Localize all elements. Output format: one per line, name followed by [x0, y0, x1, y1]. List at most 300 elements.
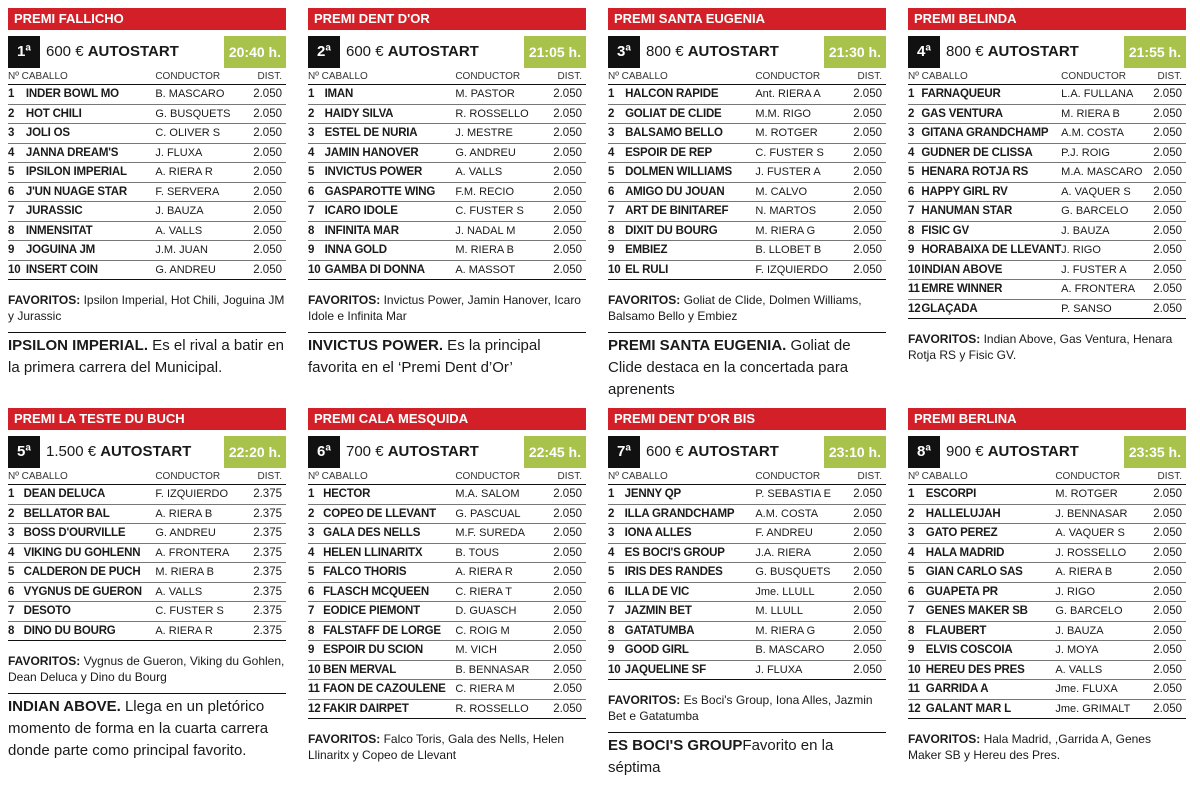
distance: 2.050 [846, 621, 886, 641]
horse-name: GIAN CARLO SAS [926, 563, 1056, 583]
col-driver-header: CONDUCTOR [155, 468, 246, 485]
col-driver-header: CONDUCTOR [155, 68, 246, 85]
table-row [608, 504, 886, 524]
table-row [608, 524, 886, 544]
race-prize [946, 36, 1079, 68]
table-row [608, 602, 886, 622]
runner-number: 3 [908, 524, 926, 544]
table-row [308, 124, 586, 144]
table-row [908, 485, 1186, 505]
favorites [308, 731, 586, 763]
driver-name: J. FUSTER A [755, 163, 845, 183]
driver-name: C. FUSTER S [755, 143, 845, 163]
distance: 2.050 [546, 182, 586, 202]
table-row [908, 563, 1186, 583]
runner-number: 2 [8, 104, 26, 124]
distance: 2.050 [846, 543, 886, 563]
prize-amount: 1.500 € [46, 443, 101, 460]
favorites-label: FAVORITOS: [608, 693, 684, 707]
horse-name: ILLA DE VIC [625, 582, 756, 602]
distance: 2.050 [846, 641, 886, 661]
distance: 2.050 [546, 104, 586, 124]
table-row [908, 143, 1186, 163]
driver-name: M. VICH [455, 641, 546, 661]
race-name: PREMI BERLINA [908, 408, 1186, 430]
table-row [308, 680, 586, 700]
favorites-label: FAVORITOS: [908, 332, 984, 346]
horse-name: JAZMIN BET [625, 602, 756, 622]
horse-name: GATO PEREZ [926, 524, 1056, 544]
favorites-text: Ipsilon Imperial, Hot Chili, Joguina JM y Jurassic [8, 293, 285, 323]
horse-name: ICARO IDOLE [325, 202, 456, 222]
table-row [8, 85, 286, 105]
distance: 2.050 [246, 143, 286, 163]
horse-name: HEREU DES PRES [926, 660, 1056, 680]
table-row [608, 182, 886, 202]
table-row [308, 524, 586, 544]
runner-number: 4 [308, 543, 323, 563]
driver-name: B. MASCARO [755, 641, 846, 661]
favorites-text: Invictus Power, Jamin Hanover, Icaro Idole e Infinita Mar [308, 293, 581, 323]
distance: 2.050 [1150, 280, 1186, 300]
runner-number: 5 [608, 563, 625, 583]
race-info [308, 36, 586, 68]
runner-number: 10 [608, 260, 625, 280]
distance: 2.050 [1150, 124, 1186, 144]
prize-amount: 800 € [946, 43, 988, 60]
favorites-label: FAVORITOS: [308, 732, 384, 746]
runner-number: 8 [908, 621, 926, 641]
distance: 2.050 [1150, 143, 1186, 163]
prize-amount: 600 € [646, 443, 688, 460]
table-row [308, 241, 586, 261]
horse-name: HELEN LLINARITX [323, 543, 455, 563]
distance: 2.050 [546, 582, 586, 602]
runner-number: 3 [8, 124, 26, 144]
driver-name: B. BENNASAR [455, 660, 546, 680]
driver-name: L.A. FULLANA [1061, 85, 1150, 105]
driver-name: A. VALLS [455, 163, 545, 183]
runner-number: 7 [908, 202, 921, 222]
table-row [8, 182, 286, 202]
distance: 2.050 [246, 260, 286, 280]
distance: 2.050 [845, 260, 886, 280]
race-card [608, 8, 886, 401]
driver-name: G. ANDREU [155, 524, 246, 544]
driver-name: A. RIERA B [155, 504, 246, 524]
col-horse-header: Nº CABALLO [8, 68, 155, 85]
col-driver-header: CONDUCTOR [1061, 68, 1150, 85]
distance: 2.050 [1146, 621, 1186, 641]
race-time: 21:55 h. [1124, 36, 1186, 68]
driver-name: F. IZQUIERDO [155, 485, 246, 505]
table-row [608, 582, 886, 602]
table-row [908, 602, 1186, 622]
table-row [908, 524, 1186, 544]
driver-name: C. FUSTER S [155, 602, 246, 622]
distance: 2.050 [1146, 504, 1186, 524]
horse-name: GUAPETA PR [926, 582, 1056, 602]
distance: 2.375 [246, 602, 286, 622]
table-row [8, 602, 286, 622]
horse-name: GAMBA DI DONNA [325, 260, 456, 280]
distance: 2.050 [546, 485, 586, 505]
favorites [8, 653, 286, 685]
runner-number: 8 [908, 221, 921, 241]
horse-name: GALA DES NELLS [323, 524, 455, 544]
horse-name: HALLELUJAH [926, 504, 1056, 524]
horse-name: FLASCH MCQUEEN [323, 582, 455, 602]
horse-name: HOT CHILI [26, 104, 155, 124]
race-card [8, 8, 286, 379]
table-row [8, 104, 286, 124]
table-row [308, 602, 586, 622]
col-dist-header: DIST. [845, 68, 886, 85]
horse-name: ILLA GRANDCHAMP [625, 504, 756, 524]
favorites-text: Hala Madrid, ,Garrida A, Genes Maker SB y Hereu des Pres. [908, 732, 1151, 762]
horse-name: INVICTUS POWER [325, 163, 456, 183]
runner-number: 2 [8, 504, 24, 524]
favorites-text: Indian Above, Gas Ventura, Henara Rotja RS y Fisic GV. [908, 332, 1173, 362]
runner-number: 11 [908, 680, 926, 700]
race-note [608, 332, 886, 401]
runner-number: 7 [308, 602, 323, 622]
table-row [308, 699, 586, 719]
race-card [908, 8, 1186, 363]
favorites-label: FAVORITOS: [608, 293, 684, 307]
table-row [608, 241, 886, 261]
distance: 2.050 [546, 543, 586, 563]
col-driver-header: CONDUCTOR [755, 68, 845, 85]
driver-name: F. SERVERA [155, 182, 246, 202]
col-dist-header: DIST. [246, 468, 286, 485]
horse-name: HORABAIXA DE LLEVANT [921, 241, 1061, 261]
table-row [8, 241, 286, 261]
runner-number: 9 [308, 641, 323, 661]
note-title: ES BOCI'S GROUP [608, 737, 743, 754]
horse-name: DOLMEN WILLIAMS [625, 163, 755, 183]
horse-name: HALCON RAPIDE [625, 85, 755, 105]
runner-number: 8 [608, 221, 625, 241]
table-row [608, 563, 886, 583]
table-row [8, 504, 286, 524]
driver-name: C. ROIG M [455, 621, 546, 641]
runner-number: 6 [8, 582, 24, 602]
race-prize [346, 36, 479, 68]
col-horse-header: Nº CABALLO [308, 468, 455, 485]
runner-number: 6 [608, 182, 625, 202]
distance: 2.050 [845, 202, 886, 222]
horse-name: ESPOIR DU SCION [323, 641, 455, 661]
runner-number: 9 [8, 241, 26, 261]
race-info [8, 36, 286, 68]
driver-name: P.J. ROIG [1061, 143, 1150, 163]
race-name: PREMI DENT D'OR BIS [608, 408, 886, 430]
runner-number: 5 [8, 163, 26, 183]
driver-name: J. NADAL M [455, 221, 545, 241]
driver-name: J. RIGO [1061, 241, 1150, 261]
horse-name: AMIGO DU JOUAN [625, 182, 755, 202]
prize-amount: 600 € [346, 43, 388, 60]
runner-number: 1 [908, 485, 926, 505]
horse-name: HECTOR [323, 485, 455, 505]
distance: 2.050 [546, 680, 586, 700]
race-card [8, 408, 286, 762]
driver-name: G. BARCELO [1061, 202, 1150, 222]
table-row [8, 143, 286, 163]
runner-number: 1 [8, 485, 24, 505]
horse-name: DEAN DELUCA [24, 485, 156, 505]
driver-name: B. LLOBET B [755, 241, 845, 261]
table-row [908, 660, 1186, 680]
horse-name: GATATUMBA [625, 621, 756, 641]
distance: 2.050 [246, 241, 286, 261]
table-row [908, 543, 1186, 563]
distance: 2.375 [246, 543, 286, 563]
table-row [8, 524, 286, 544]
distance: 2.050 [845, 241, 886, 261]
distance: 2.050 [1146, 524, 1186, 544]
prize-amount: 700 € [346, 443, 388, 460]
horse-name: EL RULI [625, 260, 755, 280]
horse-name: IPSILON IMPERIAL [26, 163, 155, 183]
col-driver-header: CONDUCTOR [455, 68, 545, 85]
prize-amount: 900 € [946, 443, 988, 460]
race-info [308, 436, 586, 468]
col-horse-header: Nº CABALLO [908, 468, 1055, 485]
horse-name: EMRE WINNER [921, 280, 1061, 300]
prize-amount: 600 € [46, 43, 88, 60]
runner-number: 10 [908, 660, 926, 680]
runner-number: 4 [608, 543, 625, 563]
distance: 2.050 [246, 182, 286, 202]
table-header [308, 468, 586, 485]
race-time: 22:20 h. [224, 436, 286, 468]
table-row [8, 582, 286, 602]
favorites [8, 292, 286, 324]
horse-name: FALSTAFF DE LORGE [323, 621, 455, 641]
race-time: 20:40 h. [224, 36, 286, 68]
race-number: 6ª [308, 436, 340, 468]
distance: 2.050 [246, 104, 286, 124]
race-number: 5ª [8, 436, 40, 468]
table-row [308, 660, 586, 680]
horse-name: ART DE BINITAREF [625, 202, 755, 222]
table-header [8, 68, 286, 85]
horse-name: FLAUBERT [926, 621, 1056, 641]
horse-name: BOSS D'OURVILLE [24, 524, 156, 544]
driver-name: A. VAQUER S [1055, 524, 1146, 544]
table-row [908, 124, 1186, 144]
runner-number: 9 [308, 241, 325, 261]
horse-name: GOLIAT DE CLIDE [625, 104, 755, 124]
prize-amount: 800 € [646, 43, 688, 60]
driver-name: J. FUSTER A [1061, 260, 1150, 280]
table-row [308, 582, 586, 602]
horse-name: JAQUELINE SF [625, 660, 756, 680]
driver-name: F. ANDREU [755, 524, 846, 544]
table-row [8, 124, 286, 144]
runner-number: 6 [908, 182, 921, 202]
runner-number: 8 [8, 221, 26, 241]
horse-name: JOGUINA JM [26, 241, 155, 261]
start-type: AUTOSTART [987, 443, 1079, 460]
horse-name: ES BOCI'S GROUP [625, 543, 756, 563]
distance: 2.050 [546, 621, 586, 641]
favorites-label: FAVORITOS: [8, 654, 84, 668]
race-prize [46, 436, 191, 468]
race-note [8, 332, 286, 379]
driver-name: F.M. RECIO [455, 182, 545, 202]
driver-name: A. FRONTERA [155, 543, 246, 563]
horse-name: DESOTO [24, 602, 156, 622]
table-row [308, 163, 586, 183]
driver-name: M. RIERA B [455, 241, 545, 261]
race-number: 1ª [8, 36, 40, 68]
distance: 2.050 [546, 260, 586, 280]
table-row [608, 543, 886, 563]
race-prize [346, 436, 479, 468]
runner-number: 5 [608, 163, 625, 183]
race-number: 2ª [308, 36, 340, 68]
runner-number: 10 [308, 660, 323, 680]
race-time: 22:45 h. [524, 436, 586, 468]
distance: 2.050 [246, 163, 286, 183]
horse-name: ESTEL DE NURIA [325, 124, 456, 144]
runner-number: 2 [608, 504, 625, 524]
favorites-text: Es Boci's Group, Iona Alles, Jazmin Bet e Gatatumba [608, 693, 873, 723]
driver-name: M. PASTOR [455, 85, 545, 105]
start-type: AUTOSTART [387, 443, 479, 460]
runner-number: 1 [608, 485, 625, 505]
table-row [308, 221, 586, 241]
runner-number: 10 [908, 260, 921, 280]
distance: 2.375 [246, 524, 286, 544]
note-text: Es la principal favorita en el ‘Premi Dent d’Or’ [308, 337, 541, 376]
distance: 2.375 [246, 582, 286, 602]
horse-name: GUDNER DE CLISSA [921, 143, 1061, 163]
distance: 2.050 [1150, 221, 1186, 241]
favorites [608, 692, 886, 724]
driver-name: N. MARTOS [755, 202, 845, 222]
horse-name: ESCORPI [926, 485, 1056, 505]
driver-name: M.A. MASCARO [1061, 163, 1150, 183]
horse-name: FAKIR DAIRPET [323, 699, 455, 719]
horse-name: GARRIDA A [926, 680, 1056, 700]
race-card [908, 408, 1186, 763]
runners-table [308, 468, 586, 719]
race-number: 4ª [908, 36, 940, 68]
horse-name: IMAN [325, 85, 456, 105]
note-title: PREMI SANTA EUGENIA. [608, 337, 787, 354]
start-type: AUTOSTART [987, 43, 1079, 60]
race-name: PREMI CALA MESQUIDA [308, 408, 586, 430]
distance: 2.050 [546, 85, 586, 105]
driver-name: A. RIERA R [155, 621, 246, 641]
race-number: 7ª [608, 436, 640, 468]
horse-name: IONA ALLES [625, 524, 756, 544]
table-row [908, 241, 1186, 261]
note-title: IPSILON IMPERIAL. [8, 337, 149, 354]
distance: 2.050 [845, 85, 886, 105]
runner-number: 5 [908, 163, 921, 183]
runner-number: 5 [308, 163, 325, 183]
driver-name: Jme. GRIMALT [1055, 699, 1146, 719]
favorites-label: FAVORITOS: [908, 732, 984, 746]
runner-number: 7 [8, 602, 24, 622]
runner-number: 9 [608, 241, 625, 261]
horse-name: BELLATOR BAL [24, 504, 156, 524]
runner-number: 5 [908, 563, 926, 583]
driver-name: F. IZQUIERDO [755, 260, 845, 280]
distance: 2.050 [1150, 104, 1186, 124]
col-horse-header: Nº CABALLO [608, 468, 755, 485]
runner-number: 3 [908, 124, 921, 144]
driver-name: P. SEBASTIA E [755, 485, 846, 505]
race-note [308, 332, 586, 379]
horse-name: GOOD GIRL [625, 641, 756, 661]
distance: 2.050 [845, 143, 886, 163]
distance: 2.050 [846, 563, 886, 583]
start-type: AUTOSTART [100, 443, 192, 460]
distance: 2.050 [845, 104, 886, 124]
runner-number: 3 [8, 524, 24, 544]
race-name: PREMI LA TESTE DU BUCH [8, 408, 286, 430]
table-row [8, 221, 286, 241]
start-type: AUTOSTART [687, 443, 779, 460]
table-row [608, 621, 886, 641]
runner-number: 3 [308, 124, 325, 144]
driver-name: A. VALLS [155, 582, 246, 602]
distance: 2.375 [246, 621, 286, 641]
driver-name: J. ROSSELLO [1055, 543, 1146, 563]
distance: 2.050 [1146, 602, 1186, 622]
distance: 2.050 [546, 563, 586, 583]
runner-number: 8 [308, 621, 323, 641]
runner-number: 4 [8, 543, 24, 563]
driver-name: C. FUSTER S [455, 202, 545, 222]
driver-name: M. LLULL [755, 602, 846, 622]
distance: 2.050 [1146, 680, 1186, 700]
runner-number: 12 [908, 699, 926, 719]
table-row [308, 543, 586, 563]
distance: 2.050 [1150, 182, 1186, 202]
race-prize [646, 36, 779, 68]
driver-name: C. RIERA T [455, 582, 546, 602]
horse-name: FISIC GV [921, 221, 1061, 241]
race-prize [946, 436, 1079, 468]
table-row [908, 163, 1186, 183]
horse-name: HAPPY GIRL RV [921, 182, 1061, 202]
note-text: Llega en un pletórico momento de forma en la cuarta carrera donde parte como principal favorito. [8, 698, 269, 759]
distance: 2.050 [845, 221, 886, 241]
driver-name: G. BUSQUETS [155, 104, 246, 124]
distance: 2.050 [1150, 85, 1186, 105]
horse-name: JENNY QP [625, 485, 756, 505]
table-row [308, 182, 586, 202]
distance: 2.050 [546, 660, 586, 680]
runner-number: 3 [608, 124, 625, 144]
driver-name: M. ROTGER [1055, 485, 1146, 505]
driver-name: J. FLUXA [755, 660, 846, 680]
driver-name: A. RIERA B [1055, 563, 1146, 583]
runner-number: 5 [8, 563, 24, 583]
table-row [308, 621, 586, 641]
driver-name: A.M. COSTA [1061, 124, 1150, 144]
driver-name: C. OLIVER S [155, 124, 246, 144]
horse-name: HALA MADRID [926, 543, 1056, 563]
race-time: 21:30 h. [824, 36, 886, 68]
